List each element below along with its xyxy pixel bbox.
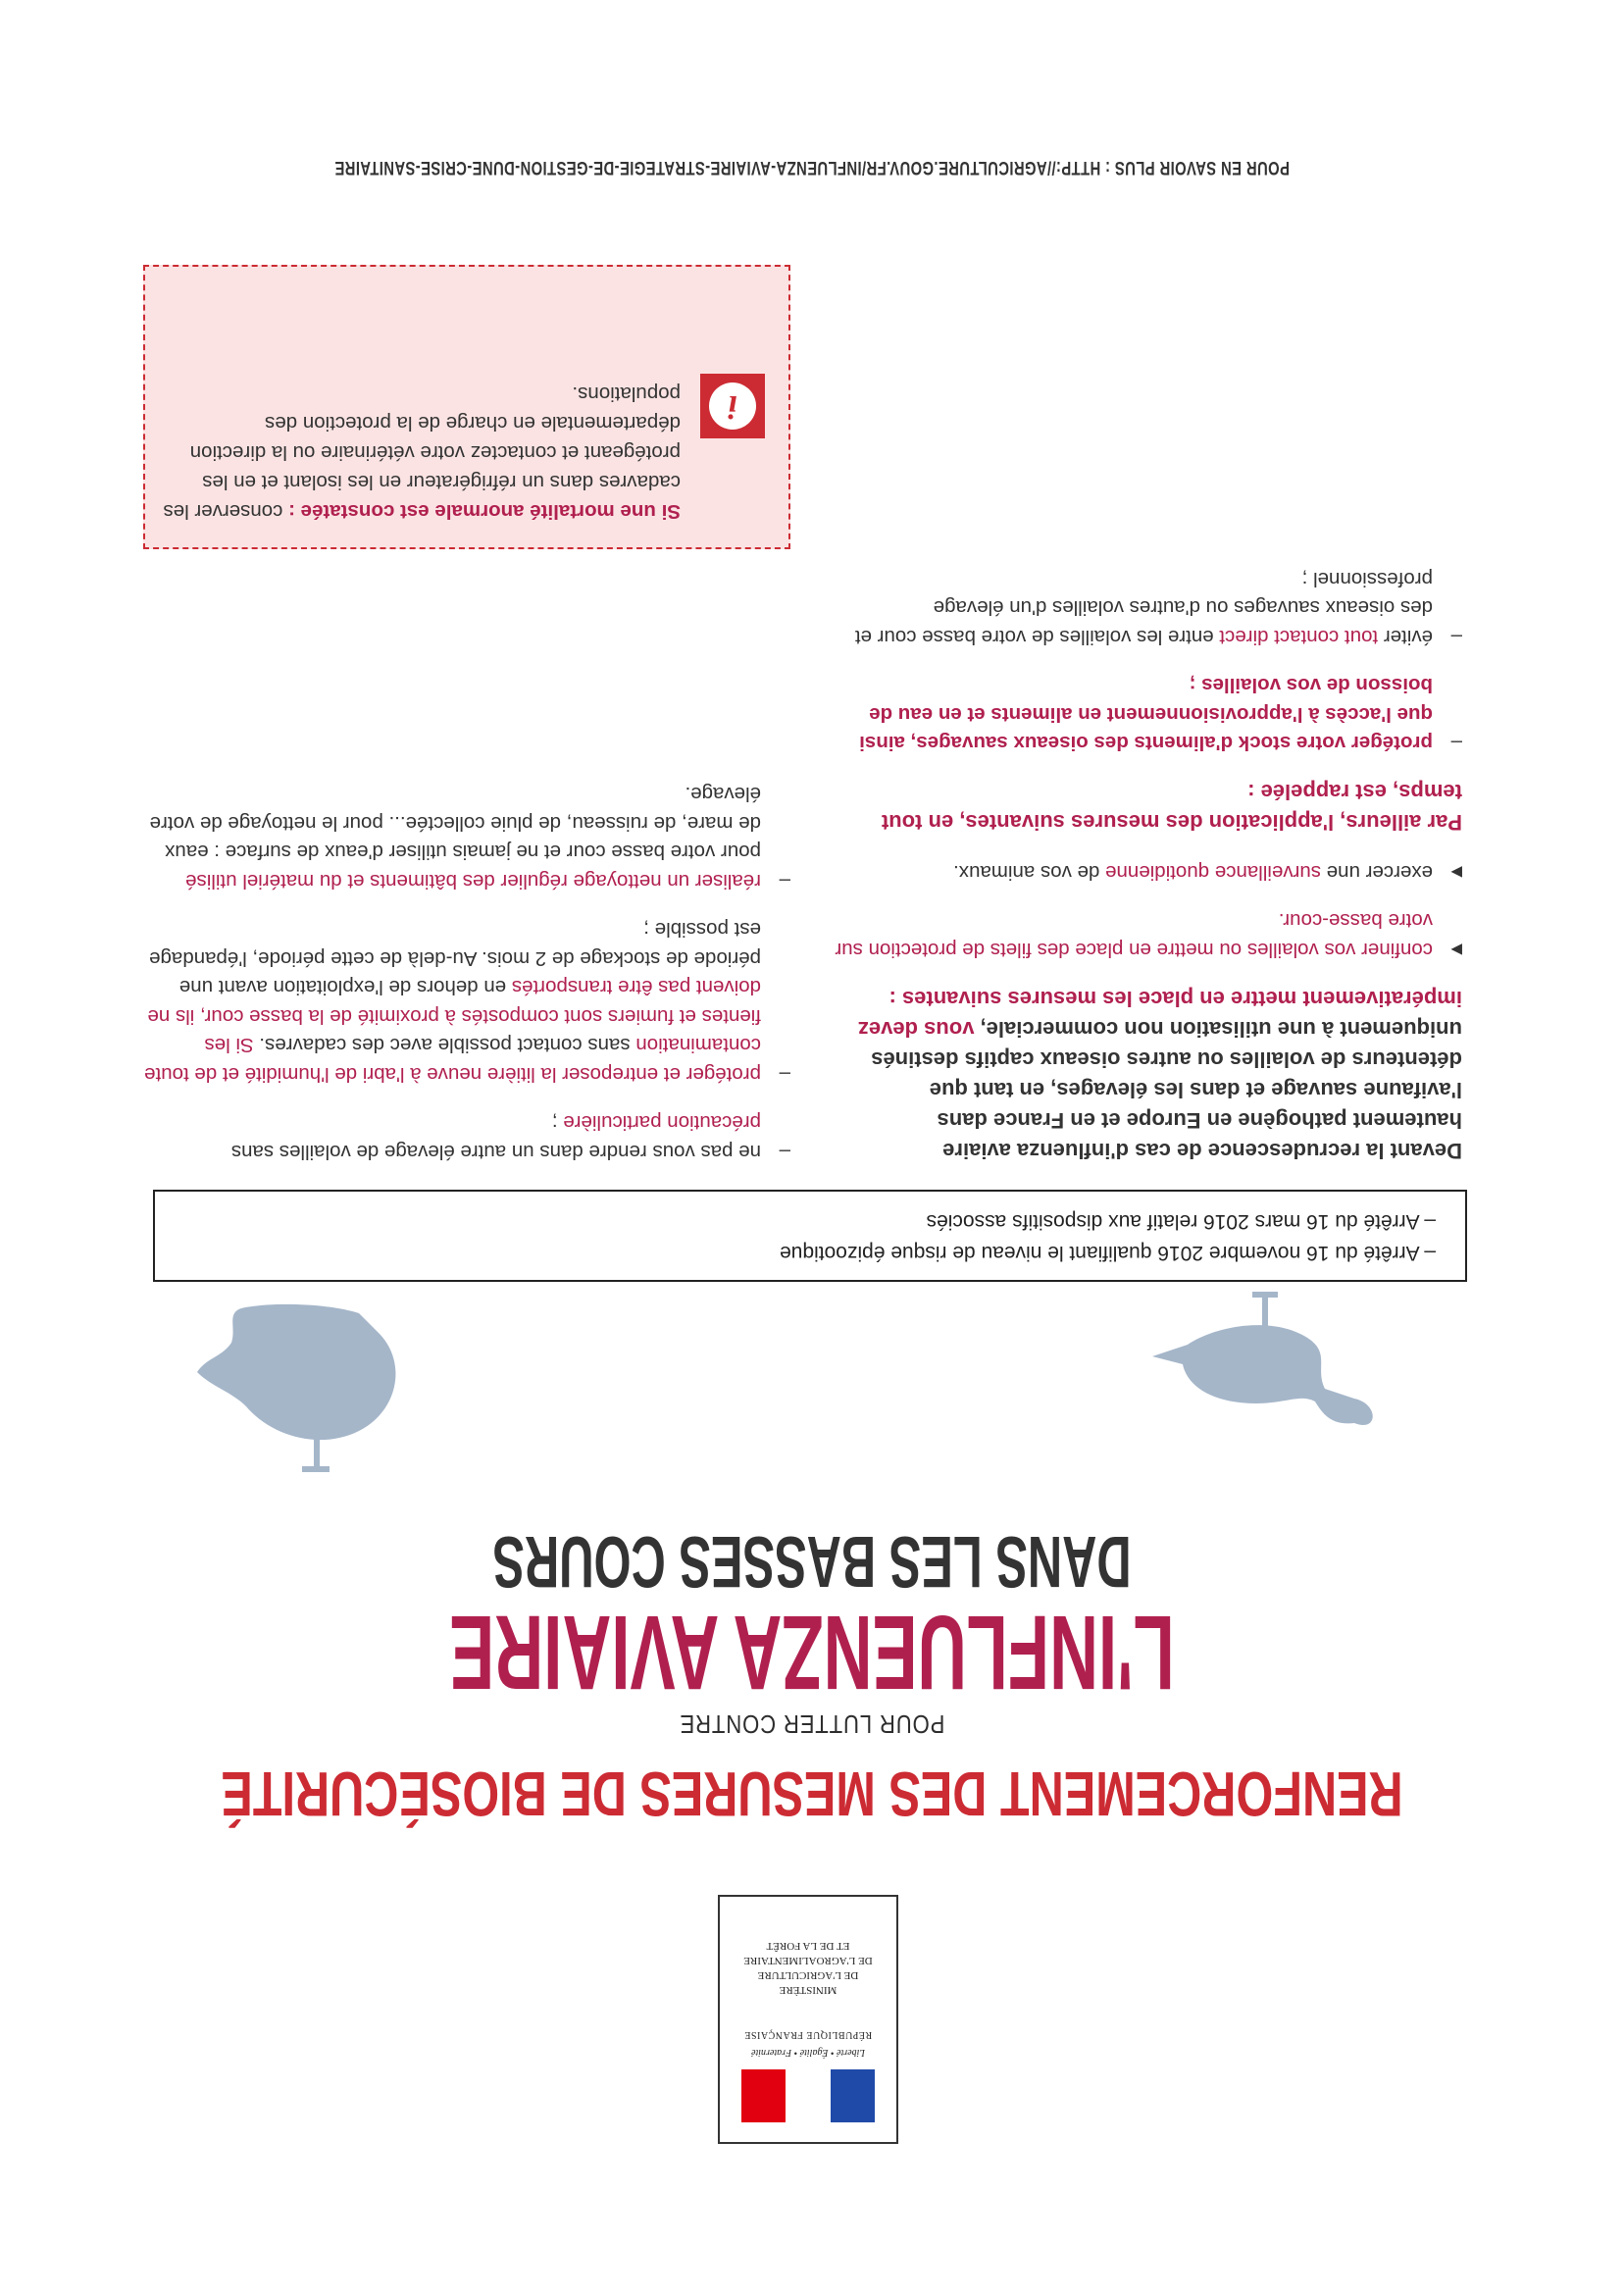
list-item: – éviter tout contact direct entre les volailles de votre basse cour et des oiseaux sauvages ou d'autres volailles d'un élevage professionnel ;	[854, 568, 1462, 648]
right-column	[143, 760, 790, 1166]
title-line-2: POUR LUTTER CONTRE	[679, 1709, 945, 1739]
section-heading: Par ailleurs, l'application des mesures suivantes, en tout temps, est rappelée :	[881, 780, 1462, 836]
list-item: – protéger votre stock d'aliments des oiseaux sauvages, ainsi que l'accès à l'approvisionnement en aliments et en eau de boisson de vos volailles ;	[859, 674, 1462, 755]
tricolor-flag-icon	[741, 2069, 875, 2122]
logo-ministry: MINISTÈRE DE L'AGRICULTURE DE L'AGROALIMENTAIRE ET DE LA FORÊT	[743, 1940, 873, 1996]
title-line-3: L'INFLUENZA AVIAIRE	[449, 1594, 1175, 1712]
left-column	[835, 545, 1462, 1167]
list-item: ▶ confiner vos volailles ou mettre en place des filets de protection sur votre basse-cour.	[835, 909, 1462, 961]
mortality-alert-box	[143, 265, 790, 549]
alert-text: Si une mortalité anormale est constatée : conserver les cadavres dans un réfrigérateur en les isolant et en les protégeant et contactez votre vétérinaire ou la direction départementale en charge de la protection des populations.	[163, 382, 681, 523]
more-info-link[interactable]: POUR EN SAVOIR PLUS : HTTP://AGRICULTURE.GOUV.FR/INFLUENZA-AVIAIRE-STRATEGIE-DE-GESTION-DUNE-CRISE-SANITAIRE	[334, 157, 1290, 178]
logo-republic: RÉPUBLIQUE FRANÇAISE	[743, 2029, 873, 2040]
references-box	[153, 1190, 1467, 1282]
list-item: – protéger et entreposer la litière neuve à l'abri de l'humidité et de toute contamination sans contact possible avec des cadavres. Si les fientes et fumiers sont compostés à proximité de la basse cour, ils ne doivent pas être transportés en dehors de l'exploitation avant une période de stockage de 2 mois. Au-delà de cette période, l'épandage est possible ;	[144, 918, 790, 1086]
title-line-4: DANS LES BASSES COURS	[492, 1521, 1132, 1603]
reference-1: – Arrêté du 16 novembre 2016 qualifiant le niveau de risque épizootique	[780, 1242, 1436, 1264]
list-item: – réaliser un nettoyage régulier des bâtiments et du matériel utilisé pour votre basse cour et ne jamais utiliser d'eaux de surface : eaux de mare, de ruisseau, de pluie collectée... pour le nettoyage de votre élevage.	[149, 783, 790, 892]
chicken-silhouette-icon	[182, 1269, 418, 1480]
title-line-1: RENFORCEMENT DES MESURES DE BIOSÉCURITÉ	[221, 1759, 1403, 1829]
logo-motto: Liberté • Égalité • Fraternité	[751, 2047, 865, 2058]
list-item: – ne pas vous rendre dans un autre élevage de volailles sans précaution particulière ;	[230, 1111, 790, 1163]
intro-paragraph: Devant la recrudescence de cas d'influenza aviaire hautement pathogène en Europe et en France dans l'avifaune sauvage et dans les élevages, en tant que détenteurs de volailles ou autres oiseaux captifs destinés uniquement à une utilisation non commerciale, vous devez impérativement mettre en place les mesures suivantes :	[857, 987, 1462, 1163]
reference-2: – Arrêté du 16 mars 2016 relatif aux dispositifs associés	[926, 1210, 1436, 1233]
duck-silhouette-icon	[1148, 1276, 1384, 1462]
list-item: ▶ exercer une surveillance quotidienne de vos animaux.	[953, 861, 1462, 884]
info-icon: i	[700, 374, 765, 438]
ministry-logo	[718, 1895, 898, 2144]
